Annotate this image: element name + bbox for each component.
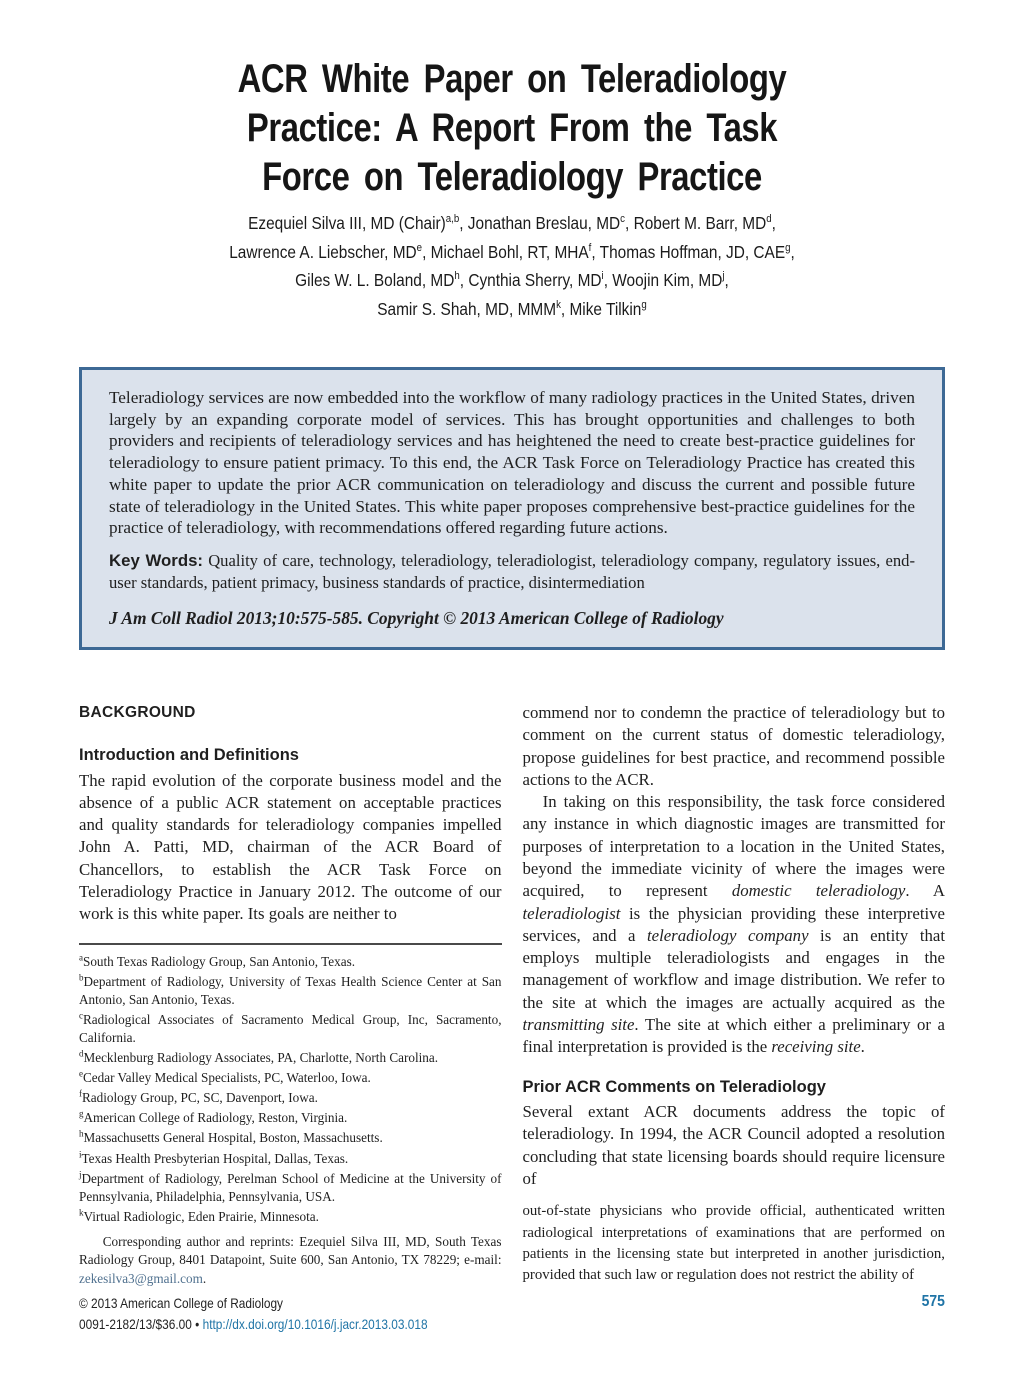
footer-bullet: •: [195, 1317, 200, 1332]
author-line: Giles W. L. Boland, $MD^h$, Cynthia Sherry, $MD^i$, Woojin Kim, $MD^j$,: [295, 270, 729, 290]
body-paragraph: In taking on this responsibility, the task force considered any instance in which diagnostic images are transmitted for purposes of interpretation to a location in the United States, beyond the immediate vicinity of where the images were acquired, to represent domestic teleradiology. A teleradiologist is the physician providing these interpretive services, and a teleradiology company is an entity that employs multiple teleradiologists and engages in the management of workflow and image distribution. We refer to the site at which the images are actually acquired as the transmitting site. The site at which either a preliminary or a final interpretation is provided is the receiving site.: [522, 792, 945, 1057]
doi-link[interactable]: http://dx.doi.org/10.1016/j.jacr.2013.03.018: [202, 1317, 428, 1332]
email-link[interactable]: zekesilva3@gmail.com: [79, 1270, 203, 1286]
affiliation-footnotes: [79, 943, 502, 1289]
corresponding-text: Corresponding author and reprints: Ezequiel Silva III, MD, South Texas Radiology Group, 8401 Datapoint, Suite 600, San Antonio, TX 78229; e-mail:: [79, 1233, 502, 1268]
section-heading-background: BACKGROUND: [79, 703, 196, 721]
footer-issn: 0091-2182/13/$36.00: [79, 1317, 192, 1332]
author-line: Samir S. Shah, MD, MMM$^k$, Mike Tilkin$^g$: [377, 298, 647, 319]
left-column: [79, 702, 502, 1288]
body-columns: [79, 702, 945, 1288]
title-line: ACR White Paper on Teleradiology: [237, 57, 787, 101]
title-line: Practice: A Report From the Task: [246, 106, 778, 150]
footnote: $^b$Department of Radiology, University of Texas Health Science Center at San Antonio, San Antonio, Texas.: [79, 972, 502, 1007]
footnote: $^d$Mecklenburg Radiology Associates, PA, Charlotte, North Carolina.: [79, 1048, 439, 1066]
page-footer: [79, 1293, 945, 1335]
author-line: Ezequiel Silva III, MD (Chair)$^{a,b}$, Jonathan Breslau, $MD^c$, Robert M. Barr, $MD^d$,: [248, 213, 776, 233]
keywords-text: Quality of care, technology, teleradiology, teleradiologist, teleradiology company, regulatory issues, end-user standards, patient primacy, business standards of practice, disintermediation: [109, 550, 916, 592]
subheading-introduction-definitions: Introduction and Definitions: [79, 746, 299, 765]
footnote: $^k$Virtual Radiologic, Eden Prairie, Minnesota.: [79, 1207, 319, 1224]
footnote: $^i$Texas Health Presbyterian Hospital, Dallas, Texas.: [79, 1149, 349, 1166]
footer-issn-doi: [79, 1314, 428, 1335]
abstract-text: Teleradiology services are now embedded into the workflow of many radiology practices in the United States, driven largely by an expanding corporate model of services. This has brought opportunities and challenges to both providers and recipients of teleradiology services and has heightened the need to create best-practice guidelines for teleradiology to ensure patient primacy. To this end, the ACR Task Force on Teleradiology Practice has created this white paper to update the prior ACR communication on teleradiology and discuss the current and possible future state of teleradiology in the United States. This white paper proposes comprehensive best-practice guidelines for the practice of teleradiology, with recommendations offered regarding future actions.: [109, 388, 915, 538]
author-line: Lawrence A. Liebscher, MDe, Michael Bohl, RT, MHA$^f$, Thomas Hoffman, JD, CAE$^g$,: [229, 241, 795, 262]
corresponding-text-suffix: .: [202, 1270, 207, 1286]
author-list: [131, 209, 893, 323]
title-line: Force on Teleradiology Practice: [262, 155, 762, 199]
footer-imprint: [79, 1293, 428, 1335]
page-number: 575: [921, 1293, 945, 1310]
intro-paragraph: The rapid evolution of the corporate business model and the absence of a public ACR statement on acceptable practices and quality standards for teleradiology companies impelled John A. Patti, MD, chairman of the ACR Board of Chancellors, to establish the ACR Task Force on Teleradiology Practice in January 2012. The outcome of our work is this white paper. Its goals are neither to: [79, 770, 502, 924]
subheading-prior-acr-comments: Prior ACR Comments on Teleradiology: [522, 1077, 826, 1096]
footnote: $^a$South Texas Radiology Group, San Antonio, Texas.: [79, 952, 356, 969]
footnote: $^c$Radiological Associates of Sacramento Medical Group, Inc, Sacramento, California.: [79, 1010, 502, 1045]
footnote: $^f$Radiology Group, PC, SC, Davenport, Iowa.: [79, 1088, 318, 1106]
footer-copyright: © 2013 American College of Radiology: [79, 1296, 283, 1311]
corresponding-author-note: [79, 1233, 502, 1289]
right-column: [523, 702, 946, 1288]
body-paragraph: Several extant ACR documents address the topic of teleradiology. In 1994, the ACR Council adopted a resolution concluding that state licensing boards should require licensure of: [522, 1101, 945, 1188]
body-paragraph: commend nor to condemn the practice of teleradiology but to comment on the current status of domestic teleradiology, propose guidelines for best practice, and recommend possible actions to the ACR.: [522, 702, 945, 789]
keywords-label: Key Words:: [109, 550, 203, 570]
abstract-box: [79, 367, 945, 650]
footnote: $^j$Department of Radiology, Perelman School of Medicine at the University of Pennsylvania, Philadelphia, Pennsylvania, USA.: [79, 1169, 502, 1204]
footnote: $^h$Massachusetts General Hospital, Boston, Massachusetts.: [79, 1129, 383, 1146]
resolution-blockquote: out-of-state physicians who provide official, authenticated written radiological interpretations of examinations that are performed on patients in the licensing state but interpreted in another jurisdiction, provided that such law or regulation does not restrict the ability of: [522, 1203, 945, 1284]
keywords: [109, 550, 915, 594]
citation-line: J Am Coll Radiol 2013;10:575-585. Copyright © 2013 American College of Radiology: [109, 607, 724, 628]
footnote: $^g$American College of Radiology, Reston, Virginia.: [79, 1108, 348, 1126]
article-title: [157, 55, 867, 202]
footnote: $^e$Cedar Valley Medical Specialists, PC, Waterloo, Iowa.: [79, 1068, 371, 1086]
